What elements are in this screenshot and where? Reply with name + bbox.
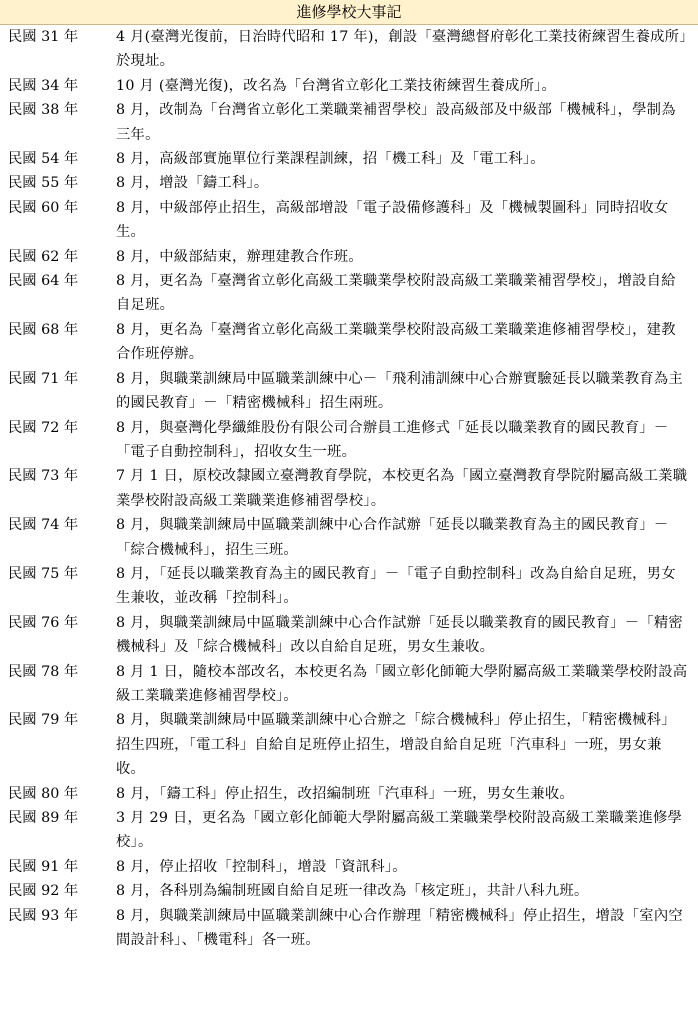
entry-text: 8 月，停止招收「控制科」，增設「資訊科」。: [116, 858, 407, 875]
entry-year: 民國 76 年: [8, 614, 79, 631]
timeline-entry: [0, 660, 698, 709]
timeline-entry: [0, 611, 698, 660]
entry-text: 8 月，中級部停止招生，高級部增設「電子設備修護科」及「機械製圖科」同時招收女生。: [116, 199, 669, 241]
entry-text: 3 月 29 日，更名為「國立彰化師範大學附屬高級工業職業學校附設高級工業職業進修學校」。: [116, 810, 683, 851]
page-title: 進修學校大事記: [0, 0, 698, 25]
timeline-entry: [0, 318, 698, 367]
timeline-entry: [0, 708, 698, 781]
entry-year: 民國 54 年: [8, 151, 79, 168]
timeline-entry: [0, 904, 698, 953]
entry-text: 8 月，各科別為編制班國自給自足班一律改為「核定班」，共計八科九班。: [116, 883, 589, 900]
entry-year: 民國 75 年: [8, 565, 79, 582]
entry-year: 民國 89 年: [8, 810, 79, 826]
entry-year: 民國 64 年: [8, 273, 79, 290]
entry-year: 民國 34 年: [8, 77, 79, 94]
entry-year: 民國 38 年: [8, 102, 79, 119]
entry-year: 民國 72 年: [8, 419, 79, 436]
timeline-entry: [0, 879, 698, 903]
entry-text: 8 月，更名為「臺灣省立彰化高級工業職業學校附設高級工業職業補習學校」，增設自給自足班。: [116, 273, 676, 314]
timeline-entry: [0, 367, 698, 416]
entry-year: 民國 60 年: [8, 199, 79, 216]
entry-year: 民國 74 年: [8, 517, 79, 534]
entry-year: 民國 93 年: [8, 907, 79, 924]
entry-year: 民國 71 年: [8, 370, 79, 387]
entry-text: 8 月，與職業訓練局中區職業訓練中心合作試辦「延長以職業教育的國民教育」－「精密機械科」及「綜合機械科」改以自給自足班，男女生兼收。: [116, 614, 683, 656]
timeline-entry: [0, 269, 698, 318]
entry-year: 民國 55 年: [8, 175, 79, 192]
timeline-entry: [0, 25, 698, 74]
entry-text: 8 月，與職業訓練局中區職業訓練中心－「飛利浦訓練中心合辦實驗延長以職業教育為主的國民教育」－「精密機械科」招生兩班。: [116, 370, 683, 412]
entry-text: 4 月(臺灣光復前，日治時代昭和 17 年)，創設「臺灣總督府彰化工業技術練習生養成所」於現址。: [116, 29, 687, 70]
entry-year: 民國 91 年: [8, 858, 79, 875]
timeline-entry: [0, 147, 698, 171]
entry-text: 7 月 1 日，原校改隸國立臺灣教育學院，本校更名為「國立臺灣教育學院附屬高級工業職業學校附設高級工業職業進修補習學校」。: [116, 468, 688, 509]
timeline-entry: [0, 855, 698, 879]
entry-year: 民國 79 年: [8, 712, 79, 729]
entry-year: 民國 31 年: [8, 29, 79, 45]
entry-text: 8 月，與臺灣化學纖維股份有限公司合辦員工進修式「延長以職業教育的國民教育」－「電子自動控制科」，招收女生一班。: [116, 419, 669, 460]
timeline-entry: [0, 562, 698, 611]
entry-text: 8 月，與職業訓練局中區職業訓練中心合作試辦「延長以職業教育為主的國民教育」－「綜合機械科」，招生三班。: [116, 517, 669, 558]
timeline-entry: [0, 98, 698, 147]
entry-text: 8 月，與職業訓練局中區職業訓練中心合辦之「綜合機械科」停止招生，「精密機械科」招生四班，「電工科」自給自足班停止招生，增設自給自足班「汽車科」一班，男女兼收。: [116, 712, 676, 778]
entry-year: 民國 78 年: [8, 663, 79, 680]
timeline-entry: [0, 196, 698, 245]
timeline-list: [0, 25, 698, 1020]
entry-text: 10 月 (臺灣光復)，改名為「台灣省立彰化工業技術練習生養成所」。: [116, 77, 557, 94]
timeline-entry: [0, 74, 698, 98]
timeline-entry: [0, 416, 698, 465]
entry-text: 8 月，高級部實施單位行業課程訓練，招「機工科」及「電工科」。: [116, 151, 545, 168]
entry-text: 8 月，增設「鑄工科」。: [116, 175, 269, 192]
timeline-entry: [0, 245, 698, 269]
timeline-entry: [0, 806, 698, 855]
entry-text: 8 月，與職業訓練局中區職業訓練中心合作辦理「精密機械科」停止招生，增設「室內空間設計科」、「機電科」各一班。: [116, 907, 683, 949]
entry-year: 民國 92 年: [8, 883, 79, 900]
entry-text: 8 月，中級部結束，辦理建教合作班。: [116, 248, 363, 265]
timeline-entry: [0, 513, 698, 562]
entry-year: 民國 73 年: [8, 468, 79, 485]
entry-text: 8 月，「延長以職業教育為主的國民教育」－「電子自動控制科」改為自給自足班，男女生兼收，並改稱「控制科」。: [116, 565, 676, 607]
timeline-entry: [0, 171, 698, 195]
entry-year: 民國 68 年: [8, 321, 79, 338]
entry-year: 民國 80 年: [8, 785, 79, 802]
entry-text: 8 月，更名為「臺灣省立彰化高級工業職業學校附設高級工業職業進修補習學校」，建教合作班停辦。: [116, 321, 676, 363]
entry-year: 民國 62 年: [8, 248, 79, 265]
entry-text: 8 月 1 日，隨校本部改名，本校更名為「國立彰化師範大學附屬高級工業職業學校附設高級工業職業進修補習學校」。: [116, 663, 688, 704]
entry-text: 8 月，改制為「台灣省立彰化工業職業補習學校」設高級部及中級部「機械科」，學制為三年。: [116, 102, 676, 143]
timeline-entry: [0, 782, 698, 806]
timeline-entry: [0, 464, 698, 513]
entry-text: 8 月，「鑄工科」停止招生，改招編制班「汽車科」一班，男女生兼收。: [116, 785, 574, 802]
